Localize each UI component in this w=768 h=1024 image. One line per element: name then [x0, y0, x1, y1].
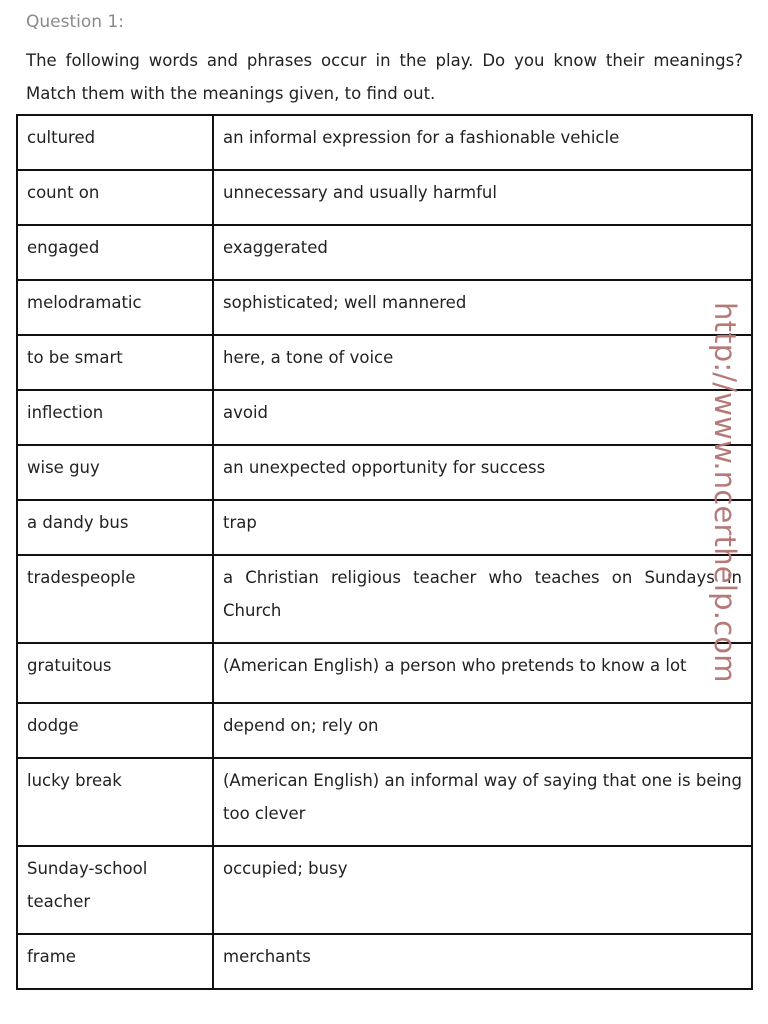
meaning-cell: depend on; rely on: [213, 703, 752, 758]
word-cell: tradespeople: [17, 555, 213, 643]
table-row: [17, 115, 752, 170]
meaning-cell: merchants: [213, 934, 752, 989]
table-row: [17, 280, 752, 335]
meaning-cell: here, a tone of voice: [213, 335, 752, 390]
meaning-cell: an unexpected opportunity for success: [213, 445, 752, 500]
question-intro: The following words and phrases occur in the play. Do you know their meanings? Match them with the meanings given, to find out.: [26, 51, 743, 103]
table-row: [17, 846, 752, 934]
word-cell: count on: [17, 170, 213, 225]
meaning-cell: unnecessary and usually harmful: [213, 170, 752, 225]
word-cell: dodge: [17, 703, 213, 758]
table-row: [17, 445, 752, 500]
table-row: [17, 225, 752, 280]
table-row: [17, 500, 752, 555]
meaning-cell: (American English) a person who pretends to know a lot: [213, 643, 752, 703]
table-row: [17, 170, 752, 225]
match-table: [16, 114, 753, 990]
meaning-cell: an informal expression for a fashionable vehicle: [213, 115, 752, 170]
table-row: [17, 390, 752, 445]
meaning-cell: sophisticated; well mannered: [213, 280, 752, 335]
word-cell: gratuitous: [17, 643, 213, 703]
table-row: [17, 934, 752, 989]
word-cell: Sunday-school teacher: [17, 846, 213, 934]
table-row: [17, 643, 752, 703]
meaning-cell: exaggerated: [213, 225, 752, 280]
word-cell: engaged: [17, 225, 213, 280]
watermark: http://www.ncerthelp.com: [708, 302, 742, 683]
meaning-cell: occupied; busy: [213, 846, 752, 934]
word-cell: to be smart: [17, 335, 213, 390]
word-cell: a dandy bus: [17, 500, 213, 555]
meaning-cell: trap: [213, 500, 752, 555]
question-heading: Question 1:: [26, 12, 124, 32]
word-cell: cultured: [17, 115, 213, 170]
meaning-cell: avoid: [213, 390, 752, 445]
table-row: [17, 555, 752, 643]
table-row: [17, 758, 752, 846]
table-row: [17, 703, 752, 758]
table-row: [17, 335, 752, 390]
word-cell: frame: [17, 934, 213, 989]
word-cell: lucky break: [17, 758, 213, 846]
meaning-cell: (American English) an informal way of saying that one is being too clever: [213, 758, 752, 846]
word-cell: melodramatic: [17, 280, 213, 335]
word-cell: inflection: [17, 390, 213, 445]
meaning-cell: a Christian religious teacher who teaches on Sundays in Church: [213, 555, 752, 643]
word-cell: wise guy: [17, 445, 213, 500]
